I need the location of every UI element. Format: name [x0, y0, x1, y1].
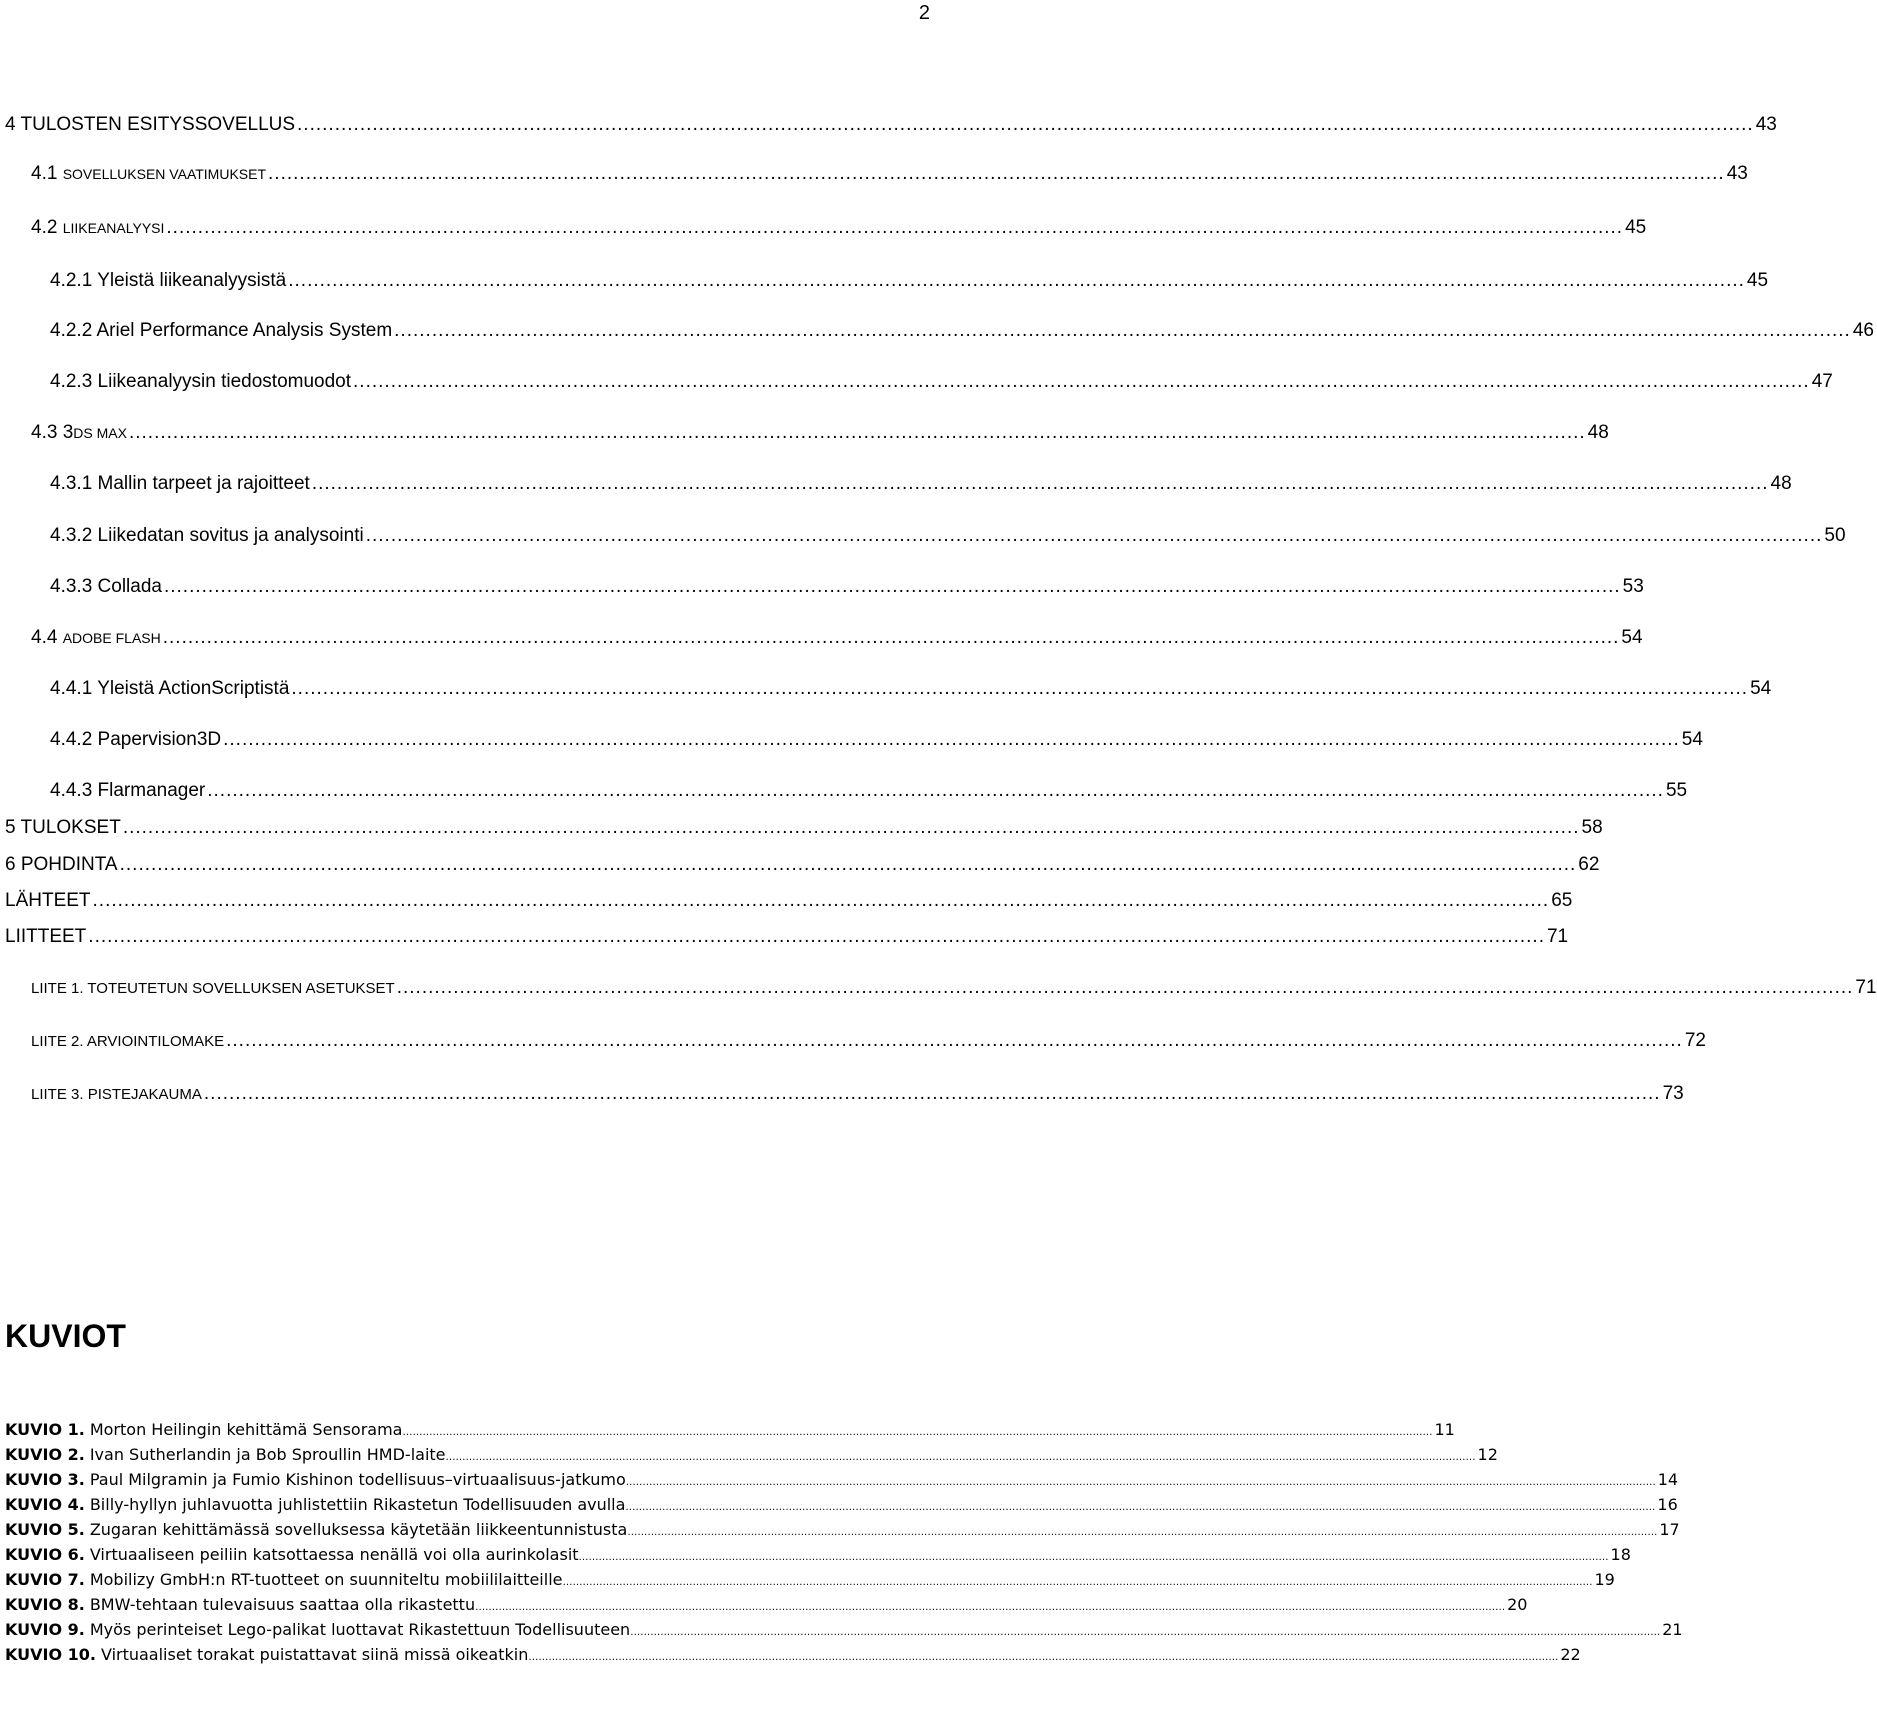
- toc-entry-label: 4 TULOSTEN ESITYSSOVELLUS: [5, 114, 296, 135]
- leader-dots: [446, 1447, 1476, 1469]
- toc-entry-page: 62: [1578, 854, 1600, 875]
- toc-entry[interactable]: [0, 523, 1846, 549]
- leader-dots: [392, 318, 1851, 344]
- toc-entry-label: LIITE 1. TOTEUTETUN SOVELLUKSEN ASETUKSET: [31, 980, 395, 997]
- toc-entry-page: 53: [1622, 576, 1644, 597]
- toc-entry-label: 6 POHDINTA: [5, 854, 118, 875]
- figure-page: 20: [1507, 1595, 1528, 1614]
- leader-dots: [562, 1572, 1592, 1594]
- leader-dots: [266, 161, 1725, 187]
- leader-dots: [162, 574, 1621, 600]
- figure-label: KUVIO 6.: [5, 1545, 85, 1564]
- figure-title: BMW-tehtaan tulevaisuus saattaa olla rikastettu: [89, 1595, 476, 1614]
- toc-entry-label: 4.1 SOVELLUKSEN VAATIMUKSET: [31, 163, 267, 184]
- figure-entry[interactable]: [0, 1594, 1528, 1619]
- figure-page: 21: [1662, 1620, 1683, 1639]
- toc-entry[interactable]: [0, 625, 1643, 651]
- toc-entry[interactable]: [0, 318, 1874, 344]
- figure-title: Virtuaaliset torakat puistattavat siinä missä oikeatkin: [100, 1645, 529, 1664]
- toc-entry-label: 4.2.3 Liikeanalyysin tiedostomuodot: [50, 371, 352, 392]
- toc-entry-label: 4.4.3 Flarmanager: [50, 780, 206, 801]
- leader-dots: [475, 1597, 1505, 1619]
- toc-entry[interactable]: [0, 852, 1600, 878]
- figure-page: 18: [1610, 1545, 1631, 1564]
- figure-page: 17: [1659, 1520, 1680, 1539]
- toc-entry-label: 5 TULOKSET: [5, 817, 121, 838]
- figure-entry[interactable]: [0, 1544, 1631, 1569]
- leader-dots: [626, 1472, 1656, 1494]
- toc-entry-page: 46: [1852, 320, 1874, 341]
- toc-entry[interactable]: [0, 815, 1603, 841]
- figure-title: Myös perinteiset Lego-palikat luottavat Rikastettuun Todellisuuteen: [89, 1620, 631, 1639]
- toc-entry-page: 43: [1755, 114, 1777, 135]
- figure-title: Ivan Sutherlandin ja Bob Sproullin HMD-laite: [89, 1445, 446, 1464]
- leader-dots: [630, 1622, 1660, 1644]
- toc-entry-page: 47: [1811, 371, 1833, 392]
- toc-entry[interactable]: [0, 215, 1647, 241]
- toc-entry-label: LÄHTEET: [5, 890, 91, 911]
- toc-entry-page: 50: [1824, 525, 1846, 546]
- toc-entry-page: 55: [1665, 780, 1688, 801]
- leader-dots: [528, 1647, 1558, 1669]
- leader-dots: [127, 420, 1586, 446]
- leader-dots: [164, 215, 1623, 241]
- figure-title: Zugaran kehittämässä sovelluksessa käytetään liikkeentunnistusta: [89, 1520, 628, 1539]
- toc-entry-label: 4.4.1 Yleistä ActionScriptistä: [50, 678, 290, 699]
- toc-entry-page: 58: [1581, 817, 1603, 838]
- toc-entry-label: LIITTEET: [5, 926, 87, 947]
- figures-heading: KUVIOT: [5, 1318, 126, 1354]
- leader-dots: [625, 1497, 1655, 1519]
- leader-dots: [364, 523, 1823, 549]
- leader-dots: [310, 471, 1769, 497]
- toc-entry-label: LIITE 3. PISTEJAKAUMA: [31, 1086, 202, 1103]
- leader-dots: [224, 1028, 1683, 1054]
- leader-dots: [121, 815, 1580, 841]
- toc-entry-label: 4.2.1 Yleistä liikeanalyysistä: [50, 270, 287, 291]
- leader-dots: [295, 112, 1754, 138]
- figure-page: 16: [1657, 1495, 1678, 1514]
- toc-entry[interactable]: [0, 924, 1569, 950]
- toc-entry[interactable]: [0, 574, 1644, 600]
- toc-entry-label: LIITE 2. ARVIOINTILOMAKE: [31, 1033, 225, 1050]
- figure-label: KUVIO 8.: [5, 1595, 85, 1614]
- leader-dots: [202, 1081, 1661, 1107]
- toc-entry-page: 73: [1662, 1083, 1684, 1104]
- toc-entry-page: 65: [1551, 890, 1573, 911]
- leader-dots: [579, 1547, 1609, 1569]
- leader-dots: [118, 852, 1577, 878]
- toc-entry[interactable]: [0, 778, 1688, 804]
- leader-dots: [286, 268, 1745, 294]
- toc-entry[interactable]: [0, 268, 1769, 294]
- toc-entry-page: 54: [1621, 627, 1643, 648]
- toc-entry-page: 71: [1855, 977, 1877, 998]
- figure-title: Mobilizy GmbH:n RT-tuotteet on suunniteltu mobiililaitteille: [89, 1570, 563, 1589]
- figure-page: 22: [1560, 1645, 1581, 1664]
- figure-entry[interactable]: [0, 1569, 1615, 1594]
- figure-title: Virtuaaliseen peiliin katsottaessa nenällä voi olla aurinkolasit: [89, 1545, 579, 1564]
- toc-entry[interactable]: [0, 1028, 1706, 1054]
- figure-entry[interactable]: [0, 1519, 1680, 1544]
- toc-entry-label: 4.3.2 Liikedatan sovitus ja analysointi: [50, 525, 364, 546]
- figure-entry[interactable]: [0, 1619, 1683, 1644]
- toc-entry-page: 72: [1684, 1030, 1706, 1051]
- leader-dots: [395, 975, 1854, 1001]
- figure-entry[interactable]: [0, 1419, 1455, 1444]
- leader-dots: [627, 1522, 1657, 1544]
- toc-entry[interactable]: [0, 369, 1833, 395]
- toc-entry[interactable]: [0, 161, 1748, 187]
- figure-entry[interactable]: [0, 1469, 1679, 1494]
- figure-page: 14: [1657, 1470, 1679, 1489]
- leader-dots: [402, 1422, 1432, 1444]
- figure-label: KUVIO 2.: [5, 1445, 85, 1464]
- figure-label: KUVIO 5.: [5, 1520, 85, 1539]
- figure-title: Billy-hyllyn juhlavuotta juhlistettiin Rikastetun Todellisuuden avulla: [89, 1495, 626, 1514]
- leader-dots: [161, 625, 1620, 651]
- toc-entry[interactable]: [0, 471, 1792, 497]
- leader-dots: [289, 676, 1748, 702]
- toc-entry-label: 4.4.2 Papervision3D: [50, 729, 222, 750]
- toc-entry[interactable]: [0, 1081, 1684, 1107]
- toc-entry[interactable]: [0, 727, 1703, 753]
- figure-entry[interactable]: [0, 1444, 1498, 1469]
- toc-entry[interactable]: [0, 975, 1877, 1001]
- toc-entry-page: 43: [1726, 163, 1748, 184]
- figure-label: KUVIO 9.: [5, 1620, 85, 1639]
- toc-entry-page: 45: [1625, 217, 1647, 238]
- figure-entry[interactable]: [0, 1644, 1581, 1669]
- leader-dots: [351, 369, 1810, 395]
- toc-entry-label: 4.4 ADOBE FLASH: [31, 627, 161, 648]
- toc-entry[interactable]: [0, 420, 1609, 446]
- toc-entry-page: 48: [1587, 422, 1609, 443]
- leader-dots: [91, 888, 1550, 914]
- toc-entry[interactable]: [0, 888, 1573, 914]
- figure-label: KUVIO 4.: [5, 1495, 85, 1514]
- toc-entry-label: 4.3.3 Collada: [50, 576, 162, 597]
- figure-label: KUVIO 1.: [5, 1420, 85, 1439]
- figure-label: KUVIO 7.: [5, 1570, 85, 1589]
- toc-entry-label: 4.3.1 Mallin tarpeet ja rajoitteet: [50, 473, 310, 494]
- figure-label: KUVIO 10.: [5, 1645, 96, 1664]
- leader-dots: [86, 924, 1545, 950]
- figure-entry[interactable]: [0, 1494, 1678, 1519]
- toc-entry-label: 4.3 3DS MAX: [31, 422, 127, 443]
- figure-title: Morton Heilingin kehittämä Sensorama: [89, 1420, 403, 1439]
- toc-entry-label: 4.2 LIIKEANALYYSI: [31, 217, 165, 238]
- figure-page: 19: [1594, 1570, 1615, 1589]
- figure-title: Paul Milgramin ja Fumio Kishinon todellisuus–virtuaalisuus-jatkumo: [89, 1470, 626, 1489]
- figure-page: 12: [1477, 1445, 1498, 1464]
- toc-entry-page: 54: [1750, 678, 1772, 699]
- leader-dots: [221, 727, 1680, 753]
- toc-entry-page: 54: [1681, 729, 1703, 750]
- toc-entry[interactable]: [0, 112, 1777, 138]
- figure-page: 11: [1434, 1420, 1455, 1439]
- toc-entry-page: 45: [1746, 270, 1769, 291]
- toc-entry-page: 71: [1546, 926, 1569, 947]
- page-number: 2: [918, 2, 930, 24]
- toc-entry-label: 4.2.2 Ariel Performance Analysis System: [50, 320, 393, 341]
- figure-label: KUVIO 3.: [5, 1470, 85, 1489]
- toc-entry[interactable]: [0, 676, 1772, 702]
- toc-entry-page: 48: [1770, 473, 1792, 494]
- leader-dots: [205, 778, 1664, 804]
